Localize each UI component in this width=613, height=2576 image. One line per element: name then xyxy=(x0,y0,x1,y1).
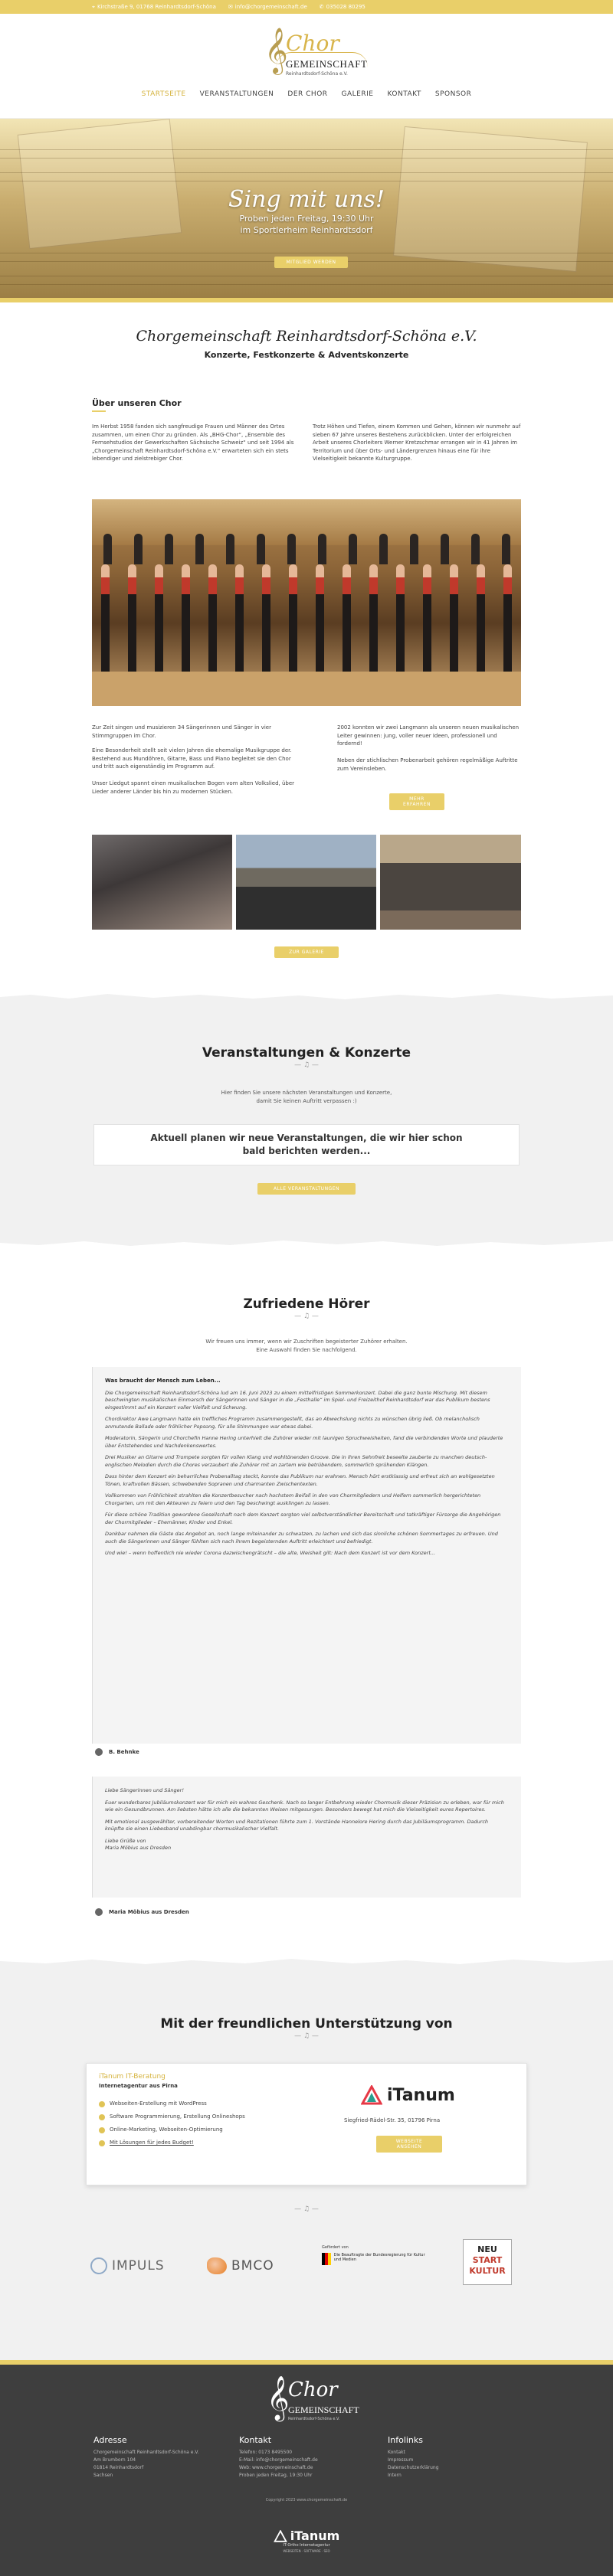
user-icon xyxy=(95,1908,103,1916)
list-item: Mit Lösungen für jedes Budget! xyxy=(99,2136,245,2149)
choir-text-3b: Eine Besonderheit stellt seit vielen Jahren die ehemalige Musikgruppe der. Bestehend aus Mundöhren, Gitarre, Bass und Piano begleitet sie den Chor und tritt auch eigenständig im Programm auf. xyxy=(92,747,292,770)
nav-veranstaltungen[interactable]: VERANSTALTUNGEN xyxy=(199,90,274,98)
copyright: Copyright 2023 www.chorgemeinschaft.de xyxy=(265,2498,348,2502)
sponsor-card: iTanum IT-Beratung Internetagentur aus Pirna Webseiten-Erstellung mit WordPress Software Programmierung, Erstellung Onlineshops Online-Marketing, Webseiten-Optimierung Mit Lösungen für jedes Budget! iTanum Siegfried-Rädel-Str. 35, 01796 Pirna WEBSEITE ANSEHEN xyxy=(86,2063,527,2185)
choir-text-3c: Unser Liedgut spannt einen musikalischen Bogen vom alten Volkslied, über Lieder anderer Länder bis hin zu modernen Stücken. xyxy=(92,780,295,795)
mail-icon: ✉ xyxy=(228,4,233,10)
itanum-footer-badge[interactable]: iTanum IT-Ortho Internetagentur WEBSEITEN · SOFTWARE · SEO xyxy=(253,2529,360,2565)
user-icon xyxy=(95,1748,103,1756)
choir-text-3a: Zur Zeit singen und musizieren 34 Sängerinnen und Sänger in vier Stimmgruppen im Chor. xyxy=(92,724,271,739)
become-member-button[interactable]: MITGLIED WERDEN xyxy=(274,257,348,268)
review-author-2: Maria Möbius aus Dresden xyxy=(95,1908,189,1916)
treble-clef-icon: 𝄞 xyxy=(264,28,288,74)
footer-link-kontakt[interactable]: Kontakt xyxy=(388,2450,405,2455)
phone-icon: ✆ xyxy=(319,4,324,10)
music-note-icon: — ♫ — xyxy=(294,2032,319,2040)
footer-address: Chorgemeinschaft Reinhardtsdorf-Schöna e.V. Am Brumborn 104 01814 Reinhardtsdorf Sachsen xyxy=(93,2450,199,2478)
nav-startseite[interactable]: STARTSEITE xyxy=(141,90,186,98)
gallery-image-3[interactable] xyxy=(380,835,521,930)
music-note-icon: — ♫ — xyxy=(294,2205,319,2213)
footer-links-title: Infolinks xyxy=(388,2435,424,2445)
check-icon xyxy=(99,2140,105,2146)
hero-banner xyxy=(0,119,613,299)
footer-link-intern[interactable]: Intern xyxy=(388,2473,402,2478)
check-icon xyxy=(99,2101,105,2107)
flag-icon xyxy=(322,2253,331,2265)
map-pin-icon: ⌖ xyxy=(92,3,95,10)
site-footer xyxy=(0,2365,613,2576)
sponsor-services xyxy=(99,2097,245,2149)
footer-address-title: Adresse xyxy=(93,2435,127,2445)
music-note-icon: — ♫ — xyxy=(294,1313,319,1320)
about-text-2: Trotz Höhen und Tiefen, einem Kommen und Gehen, können wir nunmehr auf sieben 67 Jahre unseres Bestehens zurückblicken. Unter der erfolgreichen Arbeit unseres Chorleiters Werner Kretzschmar errangen wir in 41 Jahren im Territorium und über Orts- und Ländergrenzen hinaus eine für ihre Vielseitigkeit bekannte Kulturgruppe. xyxy=(313,423,521,462)
events-heading: Veranstaltungen & Konzerte xyxy=(202,1045,411,1061)
review-card-2: Liebe Sängerinnen und Sänger! Euer wunderbares Jubiläumskonzert war für mich ein wahres Geschenk. Nach so langer Entbehrung wieder Chormusik dieser Präzision zu erleben, war für mich wie ein Gesundbrunnen. Am liebsten hätte ich alle die bekannten Weisen mitgesungen. Besonders bewegt hat mich die Vielseitigkeit eures Repertoires. Mit emotional ausgewählter, vorbereitender Worten und Rezitationen führte zum 1. Vorstände Hannelore Hering durch das Jubiläumsprogramm. Dadurch knüpfte sie einen Liebesband unabdingbar chormusikalischer Vielfalt. Liebe Grüße von Maria Möbius aus Dresden xyxy=(92,1777,521,1898)
all-events-button[interactable]: ALLE VERANSTALTUNGEN xyxy=(257,1183,356,1195)
itanum-triangle-icon xyxy=(274,2530,287,2542)
hero-line-1: Proben jeden Freitag, 19:30 Uhr xyxy=(239,214,374,224)
nav-der-chor[interactable]: DER CHOR xyxy=(287,90,328,98)
review-card-1: Was braucht der Mensch zum Leben... Die Chorgemeinschaft Reinhardtsdorf-Schöna lud am 16. Juni 2023 zu einem mittelfristigen Sommerkonzert. Dabei die ganz bunte Mischung. Mit diesem beschwingten musikalischen Einmarsch der Sängerinnen und Sänger in die „Festhalle“ im Spiel- und Freizeithof Reinhardtsdorf war das Publikum bestens eingestimmt auf ein Konzert voller Vielfalt und Schwung. Chordirektor Awe Langmann hatte ein treffliches Programm zusammengestellt, das an Abwechslung nichts zu wünschen übrig ließ. Ob melancholisch anmutende Ballade oder fröhlicher Popsong, für alle Stimmungen war etwas dabei. Moderatorin, Sängerin und Chorchefin Hanne Hering unterhielt die Zuhörer wieder mit launigen Spruchweisheiten, fand die verbindenden Worte und plauderte über Entstehendes und Nachdenkenswertes. Drei Musiker an Gitarre und Trompete sorgten für vollen Klang und wohltönenden Groove. Die in ihren Sehnfreit beseelte zauberte zu manchen deutsch-englischen Melodien durch die Chores verzaubert die Zuhörer mit an zartem wie betrübendem, sommerlich sprühenden Klängen. Dass hinter dem Konzert ein beharrliches Probenalltag steckt, konnte das Publikum nur erahnen. Mensch hört erstklassig und erfreut sich an wohlgesetzten Tönen, kraftvollen Bässen, schwebenden Sopranen und charmanten Zwischentexten. Vollkommen von Fröhlichkeit strahlten die Konzertbesucher nach hochstem Beifall in den von Chormitgliedern und Helfern sommerlich hergerichteten Chorgarten, um mit den Akteuren zu feiern und den Tag beschwingt ausklingen zu lassen. Für diese schöne Tradition gewordene Gesellschaft nach dem Konzert sorgten viel selbstverständlicher Bereitschaft und tatkräftiger Fürsorge die Angehörigen der Chormitglieder – Ehemänner, Kinder und Enkel. Dankbar nahmen die Gäste das Angebot an, noch lange miteinander zu schwatzen, zu lachen und sich das sinnliche schönen Sommertages zu erfreuen. Und auch die Sängerinnen und Sänger fühlten sich nach ihrem begeisternden Auftritt erleichtert und befriedigt. Und wie! – wenn hoffentlich nie wieder Corona dazwischengrätscht – die alte, Weisheit gilt: Nach dem Konzert ist vor dem Konzert... xyxy=(92,1367,521,1744)
events-text-1: Hier finden Sie unsere nächsten Veranstaltungen und Konzerte, xyxy=(221,1090,392,1096)
itanum-triangle-icon xyxy=(361,2085,382,2105)
events-text-2: damit Sie keinen Auftritt verpassen :) xyxy=(256,1098,357,1104)
nav-sponsor[interactable]: SPONSOR xyxy=(434,90,472,98)
reviews-text-2: Eine Auswahl finden Sie nachfolgend. xyxy=(256,1347,357,1353)
club-subtitle: Konzerte, Festkonzerte & Adventskonzerte xyxy=(204,350,409,360)
bkm-logo[interactable]: Gefördert von Die Beauftragte der Bundesregierung für Kultur und Medien xyxy=(322,2245,429,2265)
nav-kontakt[interactable]: KONTAKT xyxy=(387,90,421,98)
events-notice: Aktuell planen wir neue Veranstaltungen, die wir hier schon bald berichten werden... xyxy=(93,1124,520,1165)
torn-edge xyxy=(0,1957,613,1968)
treble-clef-icon: 𝄞 xyxy=(267,2375,290,2420)
footer-links xyxy=(388,2449,439,2480)
phone-info[interactable]: ✆ 035028 80295 xyxy=(319,4,366,10)
top-bar xyxy=(0,0,613,14)
email-info[interactable]: ✉ info@chorgemeinschaft.de xyxy=(228,4,307,10)
music-note-icon: — ♫ — xyxy=(294,1061,319,1069)
club-title: Chorgemeinschaft Reinhardtsdorf-Schöna e.V. xyxy=(136,328,477,345)
about-text-1: Im Herbst 1958 fanden sich sangfreudige Frauen und Männer des Ortes zusammen, um einen Chor zu gründen. Als „BHG-Chor“, „Ensemble des Fernsehstudios der Gewerkschaften Sächsische Schweiz“ und seit 1994 als „Chorgemeinschaft Reinhardtsdorf-Schöna e.V.“ erwarteten sich ein stets lebendiger und zielstrebiger Chor. xyxy=(92,423,294,462)
gallery-button[interactable]: ZUR GALERIE xyxy=(274,946,339,958)
bmco-logo[interactable]: BMCO xyxy=(207,2257,274,2274)
choir-text-4b: Neben der stichlischen Probenarbeit gehören regelmäßige Auftritte zum Vereinsleben. xyxy=(337,757,518,772)
footer-logo[interactable]: 𝄞 Chor GEMEINSCHAFT Reinhardtsdorf-Schöna e.V. xyxy=(267,2375,359,2421)
footer-link-datenschutz[interactable]: Datenschutzerklärung xyxy=(388,2465,439,2470)
check-icon xyxy=(99,2114,105,2120)
visit-website-button[interactable]: WEBSEITE ANSEHEN xyxy=(376,2136,442,2153)
swirl-logo-icon xyxy=(207,2257,227,2274)
impuls-logo[interactable]: IMPULS xyxy=(90,2257,165,2274)
nav-galerie[interactable]: GALERIE xyxy=(341,90,374,98)
main-nav xyxy=(0,90,613,98)
reviews-text-1: Wir freuen uns immer, wenn wir Zuschriften begeisterter Zuhörer erhalten. xyxy=(205,1339,408,1345)
footer-contact-title: Kontakt xyxy=(239,2435,272,2445)
footer-contact: Telefon: 0173 8495500 E-Mail: info@chorgemeinschaft.de Web: www.chorgemeinschaft.de Proben jeden Freitag, 19:30 Uhr xyxy=(239,2450,318,2478)
choir-text-4a: 2002 konnten wir zwei Langmann als unseren neuen musikalischen Leiter gewinnen: jung, voller neuer Ideen, professionell und fordernd! xyxy=(337,724,520,747)
sponsors-heading: Mit der freundlichen Unterstützung von xyxy=(160,2016,453,2032)
torn-edge xyxy=(0,992,613,1003)
gallery-image-1[interactable] xyxy=(92,835,232,930)
events-section xyxy=(0,1002,613,1240)
neustart-kultur-logo[interactable]: NEU START KULTUR xyxy=(463,2239,512,2285)
choir-photo xyxy=(92,499,521,706)
footer-link-impressum[interactable]: Impressum xyxy=(388,2457,414,2463)
hero-title: Sing mit uns! xyxy=(228,186,385,213)
hero-line-2: im Sportlerheim Reinhardtsdorf xyxy=(240,225,373,235)
about-heading: Über unseren Chor xyxy=(92,398,182,408)
list-item: Webseiten-Erstellung mit WordPress xyxy=(99,2097,245,2110)
list-item: Software Programmierung, Erstellung Onlineshops xyxy=(99,2110,245,2123)
hero-divider xyxy=(0,298,613,302)
learn-more-button[interactable]: MEHR ERFAHREN xyxy=(389,793,444,810)
circle-logo-icon xyxy=(90,2257,107,2274)
torn-edge xyxy=(0,1237,613,1247)
address-info: ⌖ Kirchstraße 9, 01768 Reinhardtsdorf-Schöna xyxy=(92,3,216,10)
gallery-image-2[interactable] xyxy=(236,835,376,930)
itanum-logo[interactable]: iTanum xyxy=(361,2085,455,2105)
site-header xyxy=(0,14,613,119)
review-author-1: B. Behnke xyxy=(95,1748,139,1756)
check-icon xyxy=(99,2127,105,2133)
reviews-heading: Zufriedene Hörer xyxy=(243,1296,370,1312)
site-logo[interactable]: 𝄞 Chor GEMEINSCHAFT Reinhardtsdorf-Schöna e.V. xyxy=(264,28,368,77)
list-item: Online-Marketing, Webseiten-Optimierung xyxy=(99,2123,245,2136)
